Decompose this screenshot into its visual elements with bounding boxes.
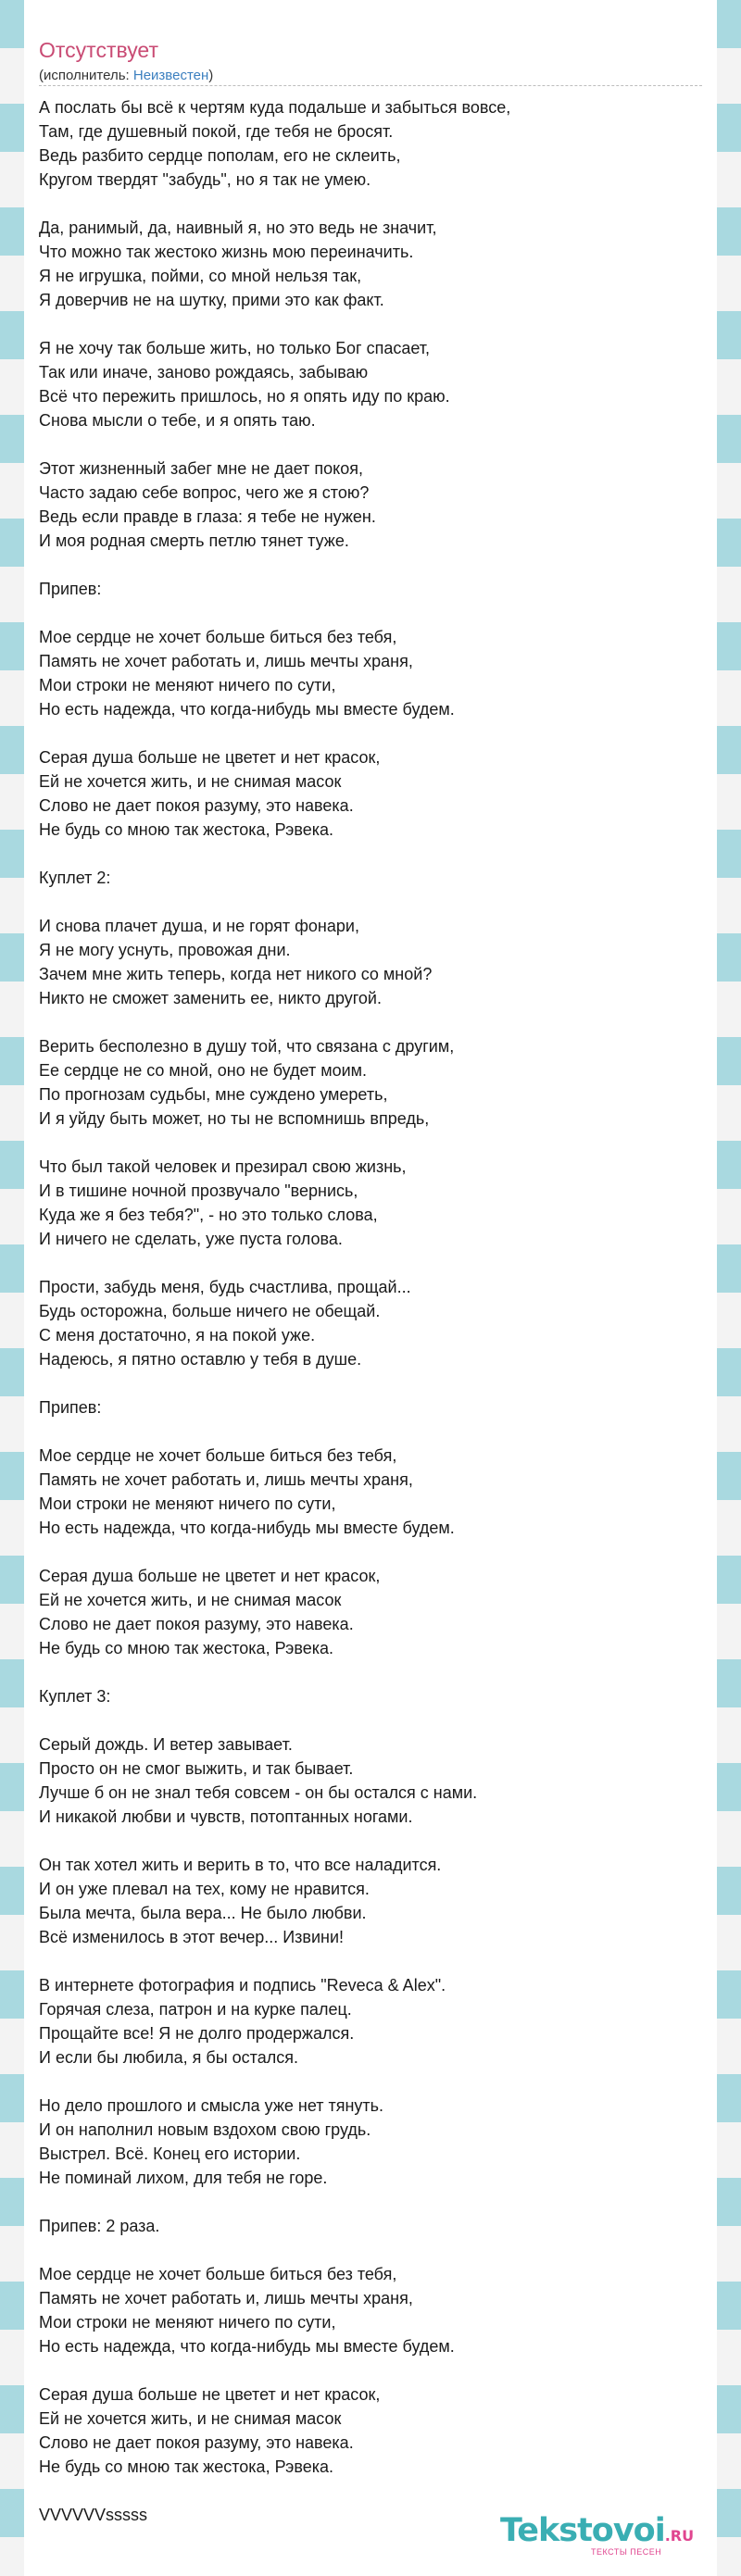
lyrics-stanza xyxy=(39,456,715,553)
lyrics-stanza xyxy=(39,1564,715,1660)
lyrics-line: А послать бы всё к чертям куда подальше и забыться вовсе, xyxy=(39,98,511,117)
lyrics-stanza xyxy=(39,1973,715,2070)
lyrics-line: Так или иначе, заново рождаясь, забываю xyxy=(39,363,369,381)
lyrics-line: Куплет 2: xyxy=(39,869,111,887)
lyrics-line: Слово не дает покоя разуму, это навека. xyxy=(39,2433,354,2452)
lyrics-line: Ведь разбито сердце пополам, его не склеить, xyxy=(39,146,401,165)
lyrics-line: Серая душа больше не цветет и нет красок, xyxy=(39,1567,381,1585)
lyrics-line: Я не игрушка, пойми, со мной нельзя так, xyxy=(39,267,362,285)
lyrics-stanza xyxy=(39,745,715,842)
lyrics-line: Кругом твердят "забудь", но я так не умею. xyxy=(39,170,371,189)
lyrics-stanza xyxy=(39,2094,715,2190)
lyrics-line: Но есть надежда, что когда-нибудь мы вместе будем. xyxy=(39,700,455,719)
artist-line xyxy=(39,67,698,85)
lyrics-line: Не будь со мною так жестока, Рэвека. xyxy=(39,1639,334,1657)
lyrics-line: По прогнозам судьбы, мне суждено умереть, xyxy=(39,1085,388,1104)
lyrics-line: Но есть надежда, что когда-нибудь мы вместе будем. xyxy=(39,1519,455,1537)
lyrics-line: Мои строки не меняют ничего по сути, xyxy=(39,2313,336,2332)
lyrics-line: Я не хочу так больше жить, но только Бог спасает, xyxy=(39,339,431,357)
lyrics-line: И он уже плевал на тех, кому не нравится. xyxy=(39,1880,370,1898)
lyrics-line: Мое сердце не хочет больше биться без тебя, xyxy=(39,628,397,646)
lyrics-line: Мои строки не меняют ничего по сути, xyxy=(39,676,336,694)
song-header xyxy=(39,37,698,85)
lyrics-line: Память не хочет работать и, лишь мечты храня, xyxy=(39,2289,413,2307)
lyrics-line: Но есть надежда, что когда-нибудь мы вместе будем. xyxy=(39,2337,455,2356)
lyrics-line: Припев: xyxy=(39,580,102,598)
lyrics-line: Я доверчив не на шутку, прими это как факт. xyxy=(39,291,384,309)
lyrics-line: Ей не хочется жить, и не снимая масок xyxy=(39,2409,342,2428)
lyrics-line: Прости, забудь меня, будь счастлива, прощай... xyxy=(39,1278,411,1296)
lyrics-line: VVVVVVsssss xyxy=(39,2506,148,2524)
lyrics-line: Припев: 2 раза. xyxy=(39,2217,160,2235)
artist-link[interactable]: Неизвестен xyxy=(132,68,209,83)
lyrics-line: Не поминай лихом, для тебя не горе. xyxy=(39,2169,328,2187)
lyrics-line: Надеюсь, я пятно оставлю у тебя в душе. xyxy=(39,1350,362,1369)
logo-tld: .RU xyxy=(664,2527,695,2545)
lyrics-line: И он наполнил новым вздохом свою грудь. xyxy=(39,2120,371,2139)
lyrics-stanza xyxy=(39,1395,715,1419)
lyrics-stanza xyxy=(39,577,715,601)
lyrics-line: Мои строки не меняют ничего по сути, xyxy=(39,1494,336,1513)
lyrics-line: Он так хотел жить и верить в то, что все наладится. xyxy=(39,1856,442,1874)
lyrics-line: Что можно так жестоко жизнь мою переиначить. xyxy=(39,243,414,261)
lyrics-line: И я уйду быть может, но ты не вспомнишь впредь, xyxy=(39,1109,430,1128)
lyrics-line: В интернете фотография и подпись "Reveca & Alex". xyxy=(39,1976,446,1995)
lyrics-line: Я не могу уснуть, провожая дни. xyxy=(39,941,291,959)
lyrics-stanza xyxy=(39,1155,715,1251)
lyrics-line: Серый дождь. И ветер завывает. xyxy=(39,1735,293,1754)
lyrics-line: Ей не хочется жить, и не снимая масок xyxy=(39,772,342,791)
lyrics-line: Слово не дает покоя разуму, это навека. xyxy=(39,1615,354,1633)
lyrics-stanza xyxy=(39,914,715,1010)
lyrics-stanza xyxy=(39,2214,715,2238)
lyrics-line: Прощайте все! Я не долго продержался. xyxy=(39,2024,355,2043)
lyrics-body xyxy=(39,95,715,2551)
logo-tagline: ТЕКСТЫ ПЕСЕН xyxy=(591,2547,662,2557)
song-title: Отсутствует xyxy=(39,38,158,62)
lyrics-line: Не будь со мною так жестока, Рэвека. xyxy=(39,820,334,839)
lyrics-stanza xyxy=(39,1684,715,1708)
lyrics-line: Серая душа больше не цветет и нет красок, xyxy=(39,2385,381,2404)
lyrics-line: Припев: xyxy=(39,1398,102,1417)
lyrics-line: Этот жизненный забег мне не дает покоя, xyxy=(39,459,364,478)
artist-prefix: (исполнитель: xyxy=(39,68,133,83)
lyrics-page xyxy=(24,0,717,2576)
lyrics-line: Куплет 3: xyxy=(39,1687,111,1706)
lyrics-line: Серая душа больше не цветет и нет красок, xyxy=(39,748,381,767)
lyrics-line: Память не хочет работать и, лишь мечты храня, xyxy=(39,652,413,670)
header-divider xyxy=(39,85,702,86)
lyrics-line: Всё изменилось в этот вечер... Извини! xyxy=(39,1928,345,1946)
lyrics-stanza xyxy=(39,1034,715,1131)
lyrics-line: Часто задаю себе вопрос, чего же я стою? xyxy=(39,483,370,502)
lyrics-stanza xyxy=(39,1853,715,1949)
lyrics-line: Просто он не смог выжить, и так бывает. xyxy=(39,1759,354,1778)
lyrics-stanza xyxy=(39,1275,715,1371)
lyrics-stanza xyxy=(39,216,715,312)
lyrics-line: Никто не сможет заменить ее, никто другой. xyxy=(39,989,382,1007)
site-logo[interactable] xyxy=(500,2512,695,2562)
lyrics-line: Верить бесполезно в душу той, что связана с другим, xyxy=(39,1037,455,1056)
lyrics-line: Там, где душевный покой, где тебя не бросят. xyxy=(39,122,394,141)
lyrics-line: Да, ранимый, да, наивный я, но это ведь не значит, xyxy=(39,219,437,237)
lyrics-line: Ей не хочется жить, и не снимая масок xyxy=(39,1591,342,1609)
lyrics-line: Ведь если правде в глаза: я тебе не нужен. xyxy=(39,507,376,526)
lyrics-line: И моя родная смерть петлю тянет туже. xyxy=(39,531,349,550)
lyrics-stanza xyxy=(39,2382,715,2479)
lyrics-line: Слово не дает покоя разуму, это навека. xyxy=(39,796,354,815)
lyrics-stanza xyxy=(39,866,715,890)
lyrics-line: Горячая слеза, патрон и на курке палец. xyxy=(39,2000,352,2019)
lyrics-line: И если бы любила, я бы остался. xyxy=(39,2048,298,2067)
lyrics-line: И никакой любви и чувств, потоптанных ногами. xyxy=(39,1807,413,1826)
lyrics-line: И в тишине ночной прозвучало "вернись, xyxy=(39,1182,358,1200)
lyrics-line: Всё что пережить пришлось, но я опять иду по краю. xyxy=(39,387,450,406)
lyrics-stanza xyxy=(39,1444,715,1540)
lyrics-stanza xyxy=(39,1732,715,1829)
lyrics-line: И снова плачет душа, и не горят фонари, xyxy=(39,917,359,935)
lyrics-line: Не будь со мною так жестока, Рэвека. xyxy=(39,2457,334,2476)
lyrics-line: Зачем мне жить теперь, когда нет никого со мной? xyxy=(39,965,433,983)
lyrics-line: Была мечта, была вера... Не было любви. xyxy=(39,1904,367,1922)
lyrics-stanza xyxy=(39,95,715,192)
lyrics-stanza xyxy=(39,2262,715,2358)
lyrics-line: Ее сердце не со мной, оно не будет моим. xyxy=(39,1061,368,1080)
artist-suffix: ) xyxy=(208,68,214,83)
lyrics-line: Снова мысли о тебе, и я опять таю. xyxy=(39,411,316,430)
lyrics-line: Мое сердце не хочет больше биться без тебя, xyxy=(39,1446,397,1465)
lyrics-line: И ничего не сделать, уже пуста голова. xyxy=(39,1230,343,1248)
lyrics-line: Но дело прошлого и смысла уже нет тянуть. xyxy=(39,2096,384,2115)
lyrics-line: Лучше б он не знал тебя совсем - он бы остался с нами. xyxy=(39,1783,478,1802)
lyrics-line: Мое сердце не хочет больше биться без тебя, xyxy=(39,2265,397,2283)
lyrics-stanza xyxy=(39,625,715,721)
lyrics-line: Выстрел. Всё. Конец его истории. xyxy=(39,2145,301,2163)
lyrics-line: С меня достаточно, я на покой уже. xyxy=(39,1326,316,1344)
logo-main-text: Tekstovoi xyxy=(500,2512,665,2549)
lyrics-line: Память не хочет работать и, лишь мечты храня, xyxy=(39,1470,413,1489)
lyrics-stanza xyxy=(39,336,715,432)
lyrics-line: Куда же я без тебя?", - но это только слова, xyxy=(39,1206,378,1224)
lyrics-line: Будь осторожна, больше ничего не обещай. xyxy=(39,1302,381,1320)
lyrics-line: Что был такой человек и презирал свою жизнь, xyxy=(39,1157,407,1176)
